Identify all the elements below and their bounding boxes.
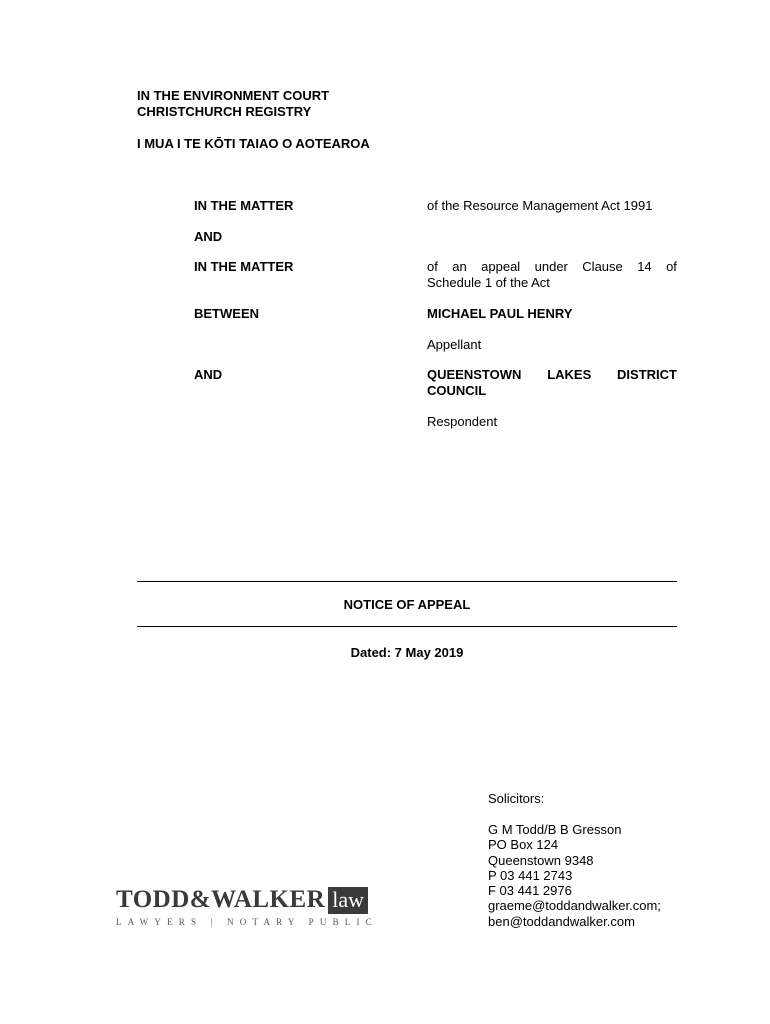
matter-label-1: IN THE MATTER	[194, 198, 294, 213]
word: DISTRICT	[617, 367, 677, 382]
appellant-name: MICHAEL PAUL HENRY	[427, 306, 573, 321]
document-title: NOTICE OF APPEAL	[343, 597, 471, 612]
matter-text-2-line2: Schedule 1 of the Act	[427, 275, 550, 290]
divider-bottom	[137, 626, 677, 627]
logo-tagline: LAWYERS | NOTARY PUBLIC	[116, 917, 378, 927]
court-name: IN THE ENVIRONMENT COURT	[137, 88, 330, 103]
divider-top	[137, 581, 677, 582]
document-date: Dated: 7 May 2019	[350, 645, 464, 660]
respondent-name-line2: COUNCIL	[427, 383, 487, 398]
word: appeal	[481, 259, 521, 274]
phone: P 03 441 2743	[488, 867, 573, 883]
solicitors-heading: Solicitors:	[488, 791, 545, 806]
solicitor-names: G M Todd/B B Gresson	[488, 822, 622, 837]
fax: F 03 441 2976	[488, 883, 572, 899]
between-label: BETWEEN	[194, 306, 259, 321]
and-label-1: AND	[194, 229, 223, 244]
matter-text-1: of the Resource Management Act 1991	[427, 198, 653, 213]
firm-logo	[116, 886, 394, 930]
respondent-name-line1	[427, 367, 677, 383]
and-label-2: AND	[194, 367, 223, 382]
logo-wordmark: TODD&WALKER	[116, 886, 326, 913]
respondent-role: Respondent	[427, 414, 498, 429]
logo-badge: law	[328, 887, 368, 914]
solicitors-details	[488, 822, 661, 929]
email-link-1[interactable]: graeme@toddandwalker.com;	[488, 898, 661, 914]
po-box: PO Box 124	[488, 837, 559, 853]
word: QUEENSTOWN	[427, 367, 522, 382]
word: an	[452, 259, 467, 274]
word: of	[666, 259, 677, 274]
appellant-role: Appellant	[427, 337, 482, 352]
city: Queenstown 9348	[488, 852, 594, 868]
word: LAKES	[547, 367, 592, 382]
word: 14	[637, 259, 652, 274]
matter-text-2-line1	[427, 259, 677, 275]
word: of	[427, 259, 438, 274]
word: Clause	[582, 259, 623, 274]
word: under	[534, 259, 568, 274]
maori-court-title: I MUA I TE KŌTI TAIAO O AOTEAROA	[137, 136, 370, 151]
matter-label-2: IN THE MATTER	[194, 259, 294, 274]
court-registry: CHRISTCHURCH REGISTRY	[137, 104, 312, 119]
email-link-2[interactable]: ben@toddandwalker.com	[488, 913, 635, 929]
